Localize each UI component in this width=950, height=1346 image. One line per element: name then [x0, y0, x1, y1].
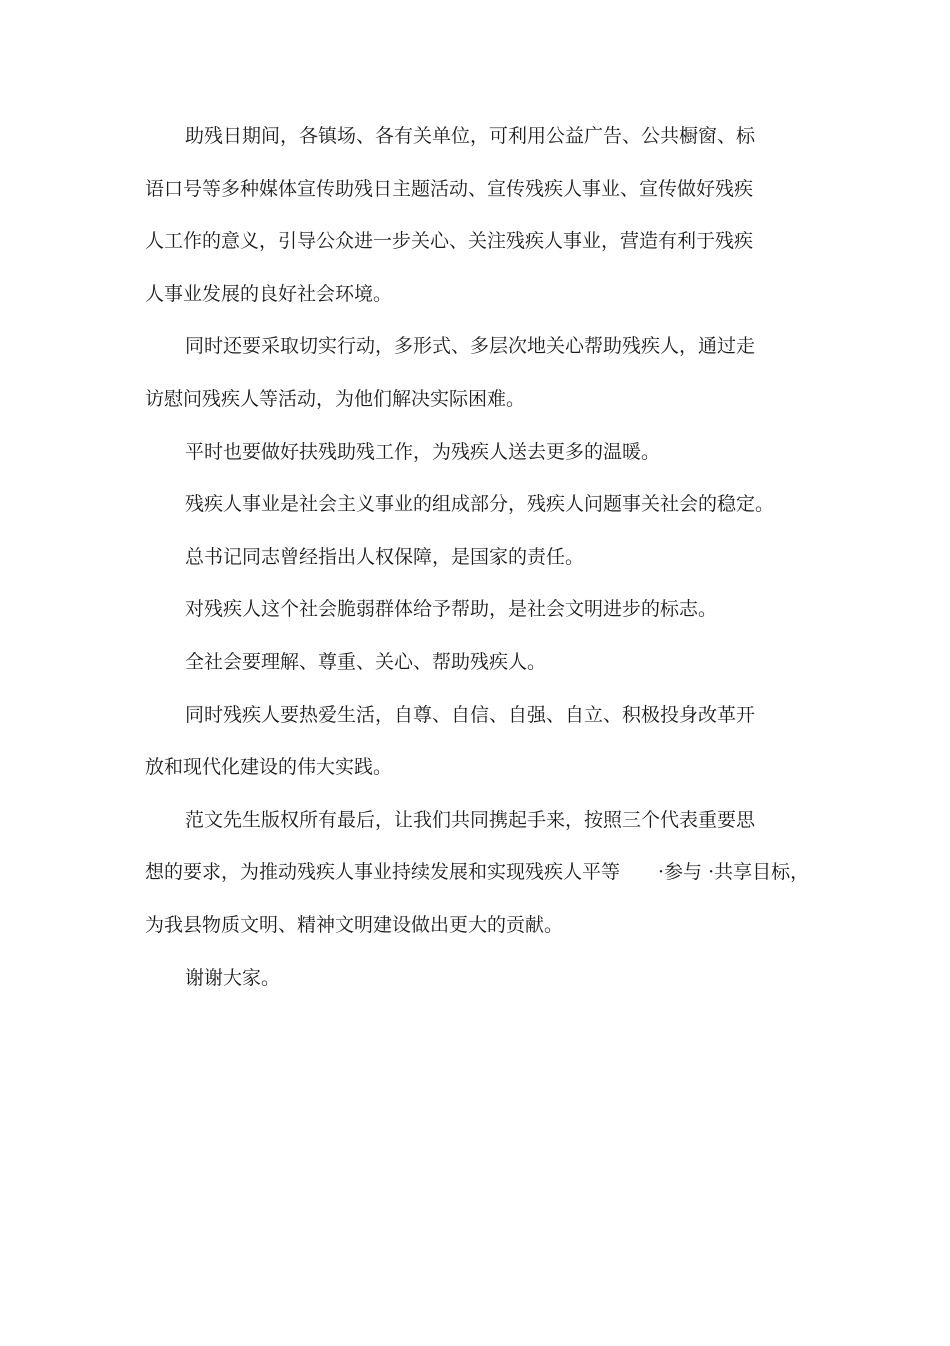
text-line: 同时还要采取切实行动，多形式、多层次地关心帮助残疾人，通过走 [185, 335, 756, 358]
text-line: 放和现代化建设的伟大实践。 [145, 756, 393, 779]
text-line: 助残日期间，各镇场、各有关单位，可利用公益广告、公共橱窗、标 [185, 125, 756, 147]
text-line: 为我县物质文明、精神文明建设做出更大的贡献。 [145, 913, 564, 936]
text-line: 想的要求，为推动残疾人事业持续发展和实现残疾人平等 ·参与 ·共享目标， [145, 861, 810, 884]
text-line: 人事业发展的良好社会环境。 [145, 282, 393, 305]
text-line: 同时残疾人要热爱生活，自尊、自信、自强、自立、积极投身改革开 [185, 703, 756, 726]
document-body [145, 124, 810, 1018]
text-line: 残疾人事业是社会主义事业的组成部分，残疾人问题事关社会的稳定。 [185, 493, 775, 516]
text-line: 谢谢大家。 [185, 966, 281, 989]
text-line: 全社会要理解、尊重、关心、帮助残疾人。 [185, 650, 547, 673]
text-line: 访慰问残疾人等活动，为他们解决实际困难。 [145, 387, 526, 410]
text-line: 对残疾人这个社会脆弱群体给予帮助，是社会文明进步的标志。 [185, 598, 718, 621]
text-line: 总书记同志曾经指出人权保障，是国家的责任。 [185, 545, 585, 568]
text-line: 平时也要做好扶残助残工作，为残疾人送去更多的温暖。 [185, 440, 661, 463]
text-line: 人工作的意义，引导公众进一步关心、关注残疾人事业，营造有利于残疾 [145, 230, 754, 253]
text-line: 范文先生版权所有最后，让我们共同携起手来，按照三个代表重要思 [185, 808, 756, 831]
text-line: 语口号等多种媒体宣传助残日主题活动、宣传残疾人事业、宣传做好残疾 [145, 177, 754, 200]
